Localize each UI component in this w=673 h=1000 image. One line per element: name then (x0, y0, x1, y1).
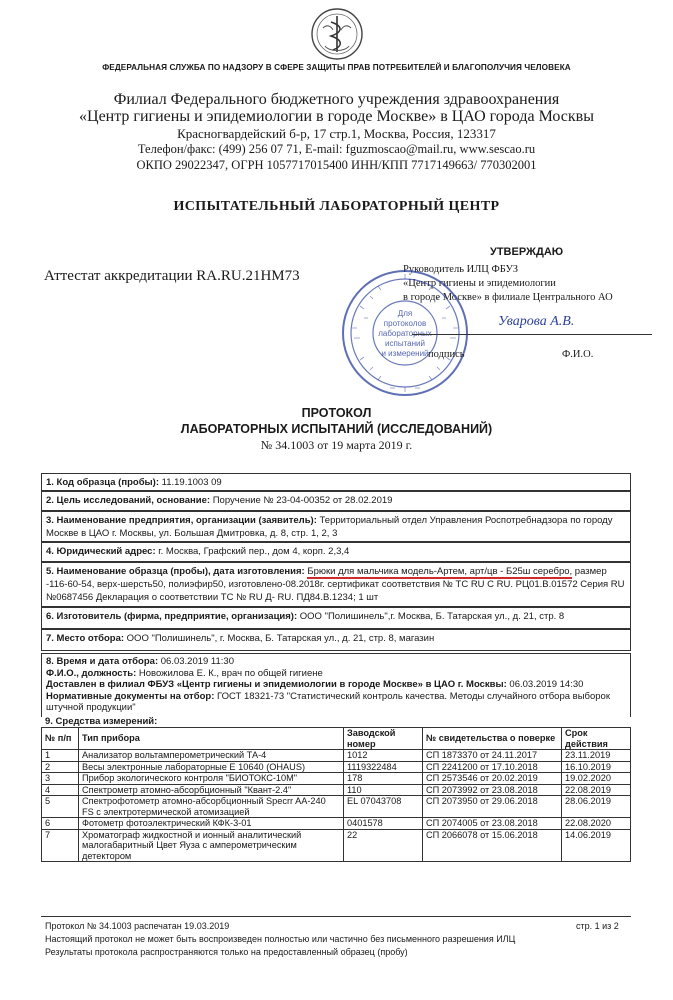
field-applicant (41, 511, 631, 542)
table-row (42, 750, 631, 762)
table-cell: 22 (344, 829, 423, 862)
stamp-text-line: и измерений (381, 349, 429, 358)
field-label: 5. Наименование образца (пробы), дата изготовления: (46, 566, 305, 577)
field-value: размер -116-60-54, верх-шерсть50, полиэфир50, изготовлено-08.2018г. сертификат соответствия № ТС RU C RU. РЦ01.В.01572 Серия RU №0687456 Декларация о соответствии ТС № RU Д- RU. ПД84.В.1234; 1 шт (46, 566, 625, 603)
table-cell: СП 2074005 от 23.08.2018 (423, 818, 562, 830)
table-cell: СП 2573546 от 20.02.2019 (423, 773, 562, 785)
stamp-text-line: протоколов (383, 319, 427, 328)
org-name-line1: Филиал Федерального бюджетного учреждения здравоохранения (113, 91, 560, 108)
table-row (42, 829, 631, 862)
field-label: 4. Юридический адрес: (46, 546, 156, 557)
table-row (42, 773, 631, 785)
column-header: Срок действия (562, 728, 631, 750)
field-label: 6. Изготовитель (фирма, предприятие, организация): (46, 611, 298, 622)
field-value: г. Москва, Графский пер., дом 4, корп. 2,3,4 (155, 546, 350, 557)
table-cell: 28.06.2019 (562, 796, 631, 818)
table-cell: 1119322484 (344, 761, 423, 773)
field-sampling-place (41, 629, 631, 651)
table-cell: 19.02.2020 (562, 773, 631, 785)
field-sample-code (41, 473, 631, 491)
table-cell: 14.06.2019 (562, 829, 631, 862)
table-cell: 1012 (344, 750, 423, 762)
field-label: 3. Наименование предприятия, организации (заявитель): (46, 515, 317, 526)
lab-center-title: ИСПЫТАТЕЛЬНЫЙ ЛАБОРАТОРНЫЙ ЦЕНТР (173, 199, 500, 214)
instruments-section-title: 9. Средства измерений: (45, 716, 158, 727)
protocol-title: ПРОТОКОЛ (301, 406, 372, 420)
accreditation-certificate: Аттестат аккредитации RA.RU.21НМ73 (44, 268, 300, 284)
footer-notice: Результаты протокола распространяются только на предоставленный образец (пробу) (45, 947, 408, 957)
table-cell: 4 (42, 784, 79, 796)
org-address: Красногвардейский б-р, 17 стр.1, Москва, Россия, 123317 (177, 126, 496, 141)
page-number: стр. 1 из 2 (576, 921, 619, 931)
column-header: № свидетельства о поверке (423, 728, 562, 750)
official-stamp (340, 268, 470, 398)
agency-name: ФЕДЕРАЛЬНАЯ СЛУЖБА ПО НАДЗОРУ В СФЕРЕ ЗАЩИТЫ ПРАВ ПОТРЕБИТЕЛЕЙ И БЛАГОПОЛУЧИЯ ЧЕЛОВЕКА (102, 63, 571, 72)
org-name-line2: «Центр гигиены и эпидемиологии в городе Москве» в ЦАО города Москвы (79, 108, 594, 125)
table-cell: СП 2241200 от 17.10.2018 (423, 761, 562, 773)
fio-label: Ф.И.О. (562, 349, 594, 360)
field-sample-name (41, 562, 631, 607)
field-label: 8. Время и дата отбора: (46, 656, 159, 667)
column-header: Заводской номер (344, 728, 423, 750)
table-cell: Весы электронные лабораторные Е 10640 (OHAUS) (79, 761, 344, 773)
signature-line (412, 334, 652, 335)
approver-position-line2: «Центр гигиены и эпидемиологии (403, 278, 556, 289)
approver-signature-name: Уварова А.В. (498, 314, 575, 329)
table-cell: 1 (42, 750, 79, 762)
table-cell: СП 2073992 от 23.08.2018 (423, 784, 562, 796)
footer-notice: Настоящий протокол не может быть воспроизведен полностью или частично без письменного разрешения ИЛЦ (45, 934, 516, 944)
field-value: Поручение № 23-04-00352 от 28.02.2019 (210, 495, 393, 506)
field-label: 2. Цель исследований, основание: (46, 495, 211, 506)
table-cell: Спектрофотометр атомно-абсорбционный Specrr AA-240 FS с электротермической атомизацией (79, 796, 344, 818)
instruments-table (41, 727, 631, 862)
table-cell: Прибор экологического контроля "БИОТОКС-10М" (79, 773, 344, 785)
stamp-text-line: испытаний (385, 339, 425, 348)
table-cell: СП 1873370 от 24.11.2017 (423, 750, 562, 762)
stamp-text-line: Для (397, 309, 413, 318)
org-contacts: Телефон/факс: (499) 256 07 71, E-mail: fguzmoscao@mail.ru, www.sescao.ru (137, 142, 536, 156)
field-value: ГОСТ 18321-73 "Статистический контроль качества. Методы случайного отбора выборок штучной продукции" (46, 690, 610, 713)
table-cell: 178 (344, 773, 423, 785)
table-header-row (42, 728, 631, 750)
field-value: 06.03.2019 14:30 (506, 679, 584, 690)
table-cell: Анализатор вольтамперометрический ТА-4 (79, 750, 344, 762)
sample-name-highlight: Брюки для мальчика модель-Артем, арт/цв - Б25ш серебро, (307, 566, 573, 577)
approver-position-line1: Руководитель ИЛЦ ФБУЗ (403, 264, 519, 275)
table-cell: Хроматограф жидкостной и ионный аналитический малогабаритный Цвет Яуза с амперометрическим детектором (79, 829, 344, 862)
field-value: 06.03.2019 11:30 (158, 656, 235, 667)
table-row (42, 796, 631, 818)
field-label: Доставлен в филиал ФБУЗ «Центр гигиены и эпидемиологии в городе Москве» в ЦАО г. Москвы: (46, 679, 507, 690)
column-header: Тип прибора (79, 728, 344, 750)
footer-printed-info: Протокол № 34.1003 распечатан 19.03.2019 (45, 921, 230, 931)
table-cell: EL 07043708 (344, 796, 423, 818)
table-cell: 6 (42, 818, 79, 830)
table-cell: СП 2066078 от 15.06.2018 (423, 829, 562, 862)
table-cell: 16.10.2019 (562, 761, 631, 773)
field-label: 1. Код образца (пробы): (46, 477, 159, 488)
field-value: Территориальный отдел Управления Роспотребнадзора по городу Москве в ЦАО г. Москвы, ул. Большая Дмитровка, д. 8, стр. 1, 2, 3 (46, 515, 613, 539)
table-cell: 3 (42, 773, 79, 785)
footer-divider (41, 916, 631, 917)
approver-position-line3: в городе Москве» в филиале Центрального АО (403, 292, 613, 303)
column-header: № п/п (42, 728, 79, 750)
table-row (42, 784, 631, 796)
field-legal-address (41, 542, 631, 562)
table-cell: Фотометр фотоэлектрический КФК-3-01 (79, 818, 344, 830)
field-value: ООО "Полишинель",г. Москва, Б. Татарская ул., д. 21, стр. 8 (297, 611, 565, 622)
table-row (42, 761, 631, 773)
table-cell: СП 2073950 от 29.06.2018 (423, 796, 562, 818)
table-row (42, 818, 631, 830)
table-cell: 110 (344, 784, 423, 796)
table-cell: 2 (42, 761, 79, 773)
field-label: Нормативные документы на отбор: (46, 690, 215, 702)
signature-label: подпись (428, 349, 465, 360)
table-cell: 22.08.2019 (562, 784, 631, 796)
field-value: 11.19.1003 09 (159, 477, 222, 488)
field-label: Ф.И.О., должность: (46, 667, 137, 679)
protocol-number: № 34.1003 от 19 марта 2019 г. (260, 438, 413, 452)
field-value: ООО "Полишинель", г. Москва, Б. Татарская ул., д. 21, стр. 8, магазин (124, 633, 435, 644)
table-cell: 22.08.2020 (562, 818, 631, 830)
rospotrebnadzor-emblem-icon (309, 6, 365, 62)
field-sampling-details (41, 653, 631, 717)
field-label: 7. Место отбора: (46, 633, 125, 644)
field-value: Новожилова Е. К., врач по общей гигиене (136, 667, 323, 679)
stamp-text-line: лабораторных (378, 329, 432, 338)
org-registration: ОКПО 29022347, ОГРН 1057717015400 ИНН/КПП 7717149663/ 770302001 (136, 158, 537, 172)
field-manufacturer (41, 607, 631, 629)
table-cell: 5 (42, 796, 79, 818)
table-cell: Спектрометр атомно-абсорбционный "Квант-2.4" (79, 784, 344, 796)
protocol-subtitle: ЛАБОРАТОРНЫХ ИСПЫТАНИЙ (ИССЛЕДОВАНИЙ) (180, 422, 493, 436)
table-cell: 0401578 (344, 818, 423, 830)
field-purpose (41, 491, 631, 511)
table-cell: 7 (42, 829, 79, 862)
approval-title: УТВЕРЖДАЮ (490, 246, 564, 258)
table-cell: 23.11.2019 (562, 750, 631, 762)
